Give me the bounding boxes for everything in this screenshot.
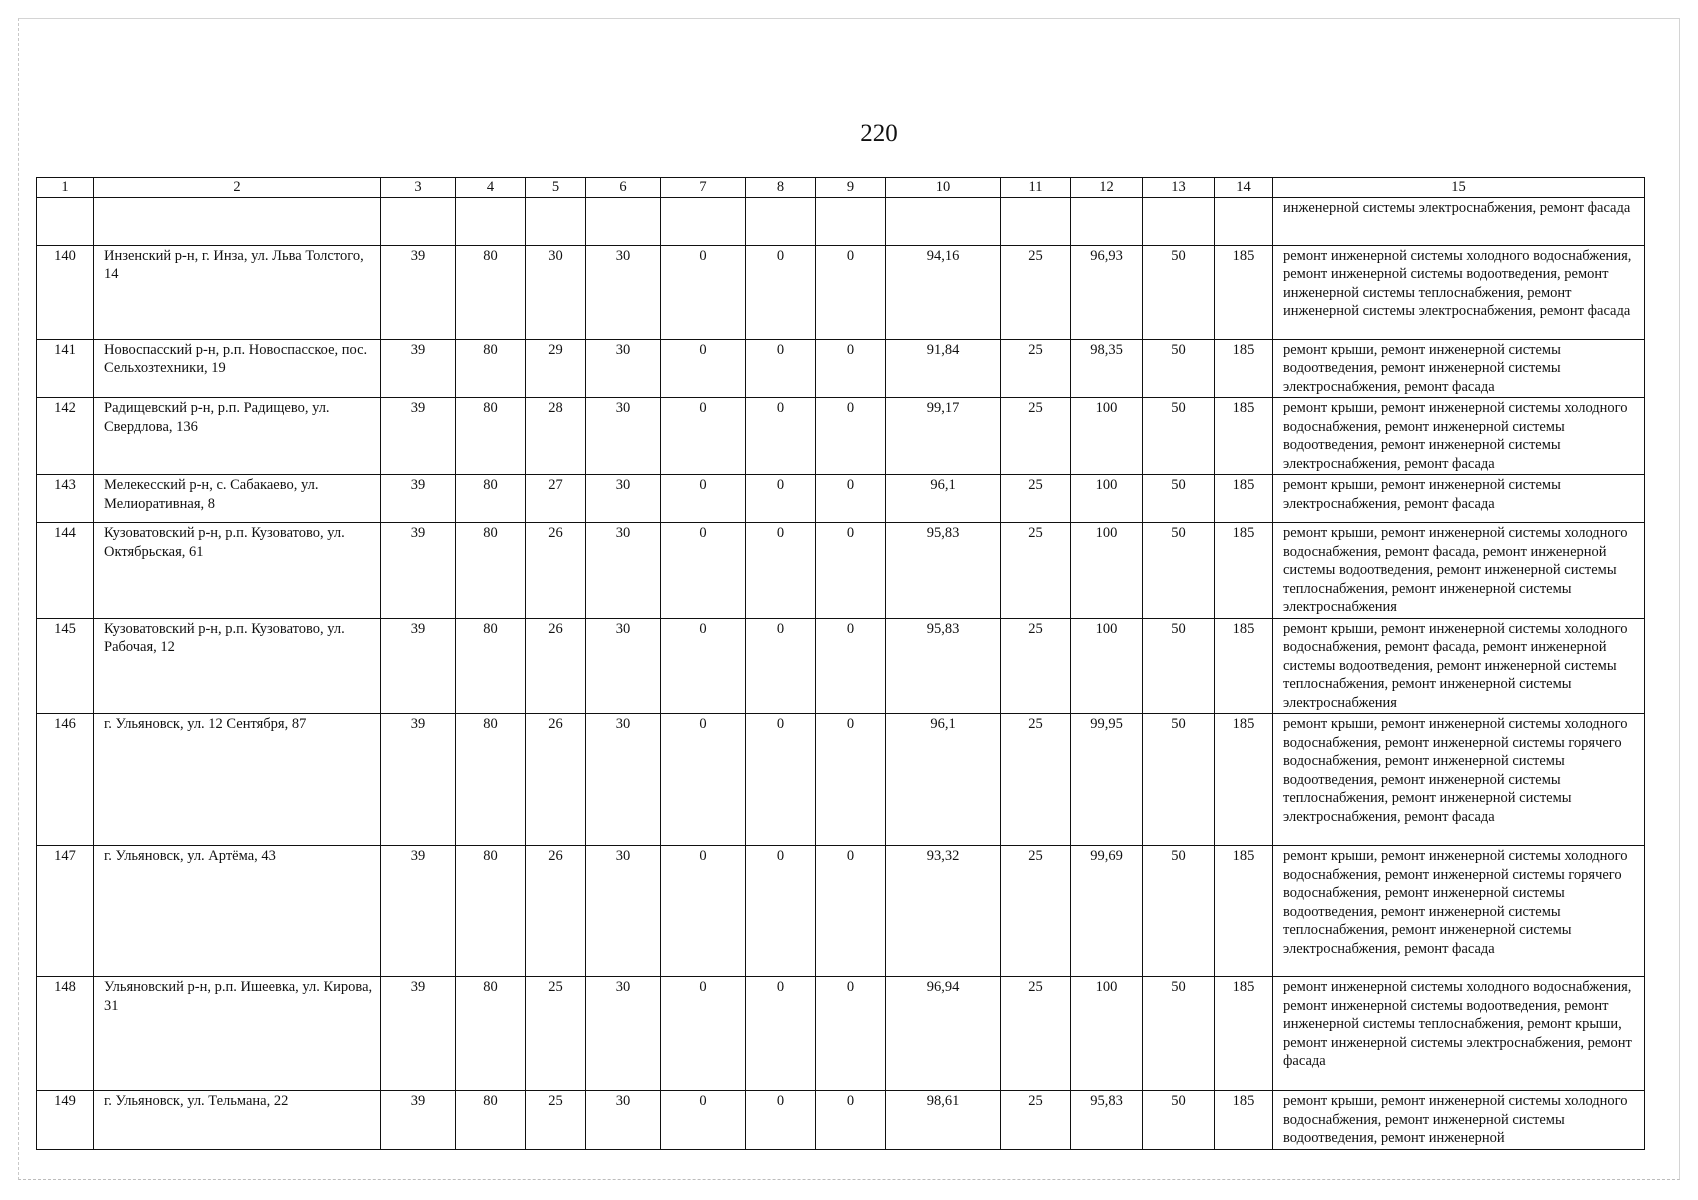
- value-cell: 30: [586, 398, 661, 475]
- value-cell: 25: [1001, 714, 1071, 846]
- value-cell: 98,35: [1071, 339, 1143, 398]
- address-cell: Ульяновский р-н, р.п. Ишеевка, ул. Кирова, 31: [94, 977, 381, 1091]
- value-cell: 80: [456, 245, 526, 339]
- value-cell: 30: [586, 977, 661, 1091]
- works-cell: ремонт крыши, ремонт инженерной системы холодного водоснабжения, ремонт фасада, ремонт инженерной системы водоотведения, ремонт инженерной системы теплоснабжения, ремонт инженерной системы электроснабжения: [1273, 618, 1645, 714]
- value-cell: 80: [456, 339, 526, 398]
- works-cell: ремонт инженерной системы холодного водоснабжения, ремонт инженерной системы водоотведения, ремонт инженерной системы теплоснабжения, ремонт инженерной системы электроснабжения, ремонт фасада: [1273, 245, 1645, 339]
- value-cell: 39: [381, 398, 456, 475]
- value-cell: 26: [526, 714, 586, 846]
- value-cell: 30: [586, 523, 661, 619]
- column-header: 5: [526, 178, 586, 198]
- row-number: 148: [37, 977, 94, 1091]
- address-cell: Кузоватовский р-н, р.п. Кузоватово, ул. Октябрьская, 61: [94, 523, 381, 619]
- value-cell: 80: [456, 714, 526, 846]
- value-cell: 80: [456, 1091, 526, 1150]
- value-cell: 0: [746, 475, 816, 523]
- value-cell: 185: [1215, 475, 1273, 523]
- address-cell: г. Ульяновск, ул. 12 Сентября, 87: [94, 714, 381, 846]
- value-cell: 96,1: [886, 714, 1001, 846]
- value-cell: 99,69: [1071, 846, 1143, 977]
- row-number: 144: [37, 523, 94, 619]
- value-cell: 0: [816, 245, 886, 339]
- value-cell: 0: [816, 618, 886, 714]
- works-cell: ремонт крыши, ремонт инженерной системы холодного водоснабжения, ремонт инженерной системы горячего водоснабжения, ремонт инженерной системы водоотведения, ремонт инженерной системы теплоснабжения, ремонт инженерной системы электроснабжения, ремонт фасада: [1273, 714, 1645, 846]
- address-cell: Мелекесский р-н, с. Сабакаево, ул. Мелиоративная, 8: [94, 475, 381, 523]
- value-cell: 100: [1071, 475, 1143, 523]
- column-header: 1: [37, 178, 94, 198]
- continuation-row: [37, 197, 1645, 245]
- value-cell: 0: [816, 846, 886, 977]
- column-header: 4: [456, 178, 526, 198]
- value-cell: 50: [1143, 245, 1215, 339]
- value-cell: 185: [1215, 846, 1273, 977]
- column-header: 15: [1273, 178, 1645, 198]
- value-cell: 100: [1071, 523, 1143, 619]
- table-row: [37, 398, 1645, 475]
- column-header: 12: [1071, 178, 1143, 198]
- value-cell: 25: [1001, 398, 1071, 475]
- value-cell: 39: [381, 714, 456, 846]
- works-cell: ремонт крыши, ремонт инженерной системы холодного водоснабжения, ремонт инженерной системы горячего водоснабжения, ремонт инженерной системы водоотведения, ремонт инженерной системы теплоснабжения, ремонт инженерной системы электроснабжения, ремонт фасада: [1273, 846, 1645, 977]
- value-cell: 91,84: [886, 339, 1001, 398]
- value-cell: 25: [1001, 977, 1071, 1091]
- value-cell: 25: [1001, 523, 1071, 619]
- table-body: [37, 197, 1645, 1149]
- value-cell: 39: [381, 339, 456, 398]
- value-cell: 0: [816, 714, 886, 846]
- works-cell: ремонт крыши, ремонт инженерной системы электроснабжения, ремонт фасада: [1273, 475, 1645, 523]
- value-cell: 0: [746, 846, 816, 977]
- column-header: 8: [746, 178, 816, 198]
- row-number: 147: [37, 846, 94, 977]
- value-cell: 99,17: [886, 398, 1001, 475]
- value-cell: 100: [1071, 977, 1143, 1091]
- value-cell: 50: [1143, 523, 1215, 619]
- value-cell: 93,32: [886, 846, 1001, 977]
- value-cell: 25: [1001, 339, 1071, 398]
- value-cell: 30: [586, 846, 661, 977]
- column-header: 9: [816, 178, 886, 198]
- continuation-works: инженерной системы электроснабжения, ремонт фасада: [1273, 197, 1645, 245]
- value-cell: 25: [1001, 475, 1071, 523]
- value-cell: 96,1: [886, 475, 1001, 523]
- value-cell: 0: [816, 977, 886, 1091]
- value-cell: 0: [816, 339, 886, 398]
- value-cell: 0: [661, 977, 746, 1091]
- value-cell: 25: [1001, 245, 1071, 339]
- value-cell: 30: [526, 245, 586, 339]
- value-cell: 30: [586, 1091, 661, 1150]
- row-number: 149: [37, 1091, 94, 1150]
- value-cell: 0: [746, 339, 816, 398]
- address-cell: Радищевский р-н, р.п. Радищево, ул. Свердлова, 136: [94, 398, 381, 475]
- value-cell: 25: [1001, 618, 1071, 714]
- value-cell: 100: [1071, 618, 1143, 714]
- row-number: 142: [37, 398, 94, 475]
- address-cell: г. Ульяновск, ул. Артёма, 43: [94, 846, 381, 977]
- column-header: 6: [586, 178, 661, 198]
- column-header: 3: [381, 178, 456, 198]
- value-cell: 80: [456, 618, 526, 714]
- value-cell: 29: [526, 339, 586, 398]
- value-cell: 30: [586, 339, 661, 398]
- value-cell: 39: [381, 1091, 456, 1150]
- table-row: [37, 618, 1645, 714]
- value-cell: 26: [526, 846, 586, 977]
- value-cell: 80: [456, 398, 526, 475]
- column-header: 10: [886, 178, 1001, 198]
- value-cell: 94,16: [886, 245, 1001, 339]
- value-cell: 96,94: [886, 977, 1001, 1091]
- value-cell: 50: [1143, 618, 1215, 714]
- value-cell: 28: [526, 398, 586, 475]
- value-cell: 0: [816, 398, 886, 475]
- value-cell: 95,83: [886, 618, 1001, 714]
- value-cell: 50: [1143, 846, 1215, 977]
- value-cell: 0: [746, 714, 816, 846]
- value-cell: 99,95: [1071, 714, 1143, 846]
- address-cell: г. Ульяновск, ул. Тельмана, 22: [94, 1091, 381, 1150]
- value-cell: 98,61: [886, 1091, 1001, 1150]
- value-cell: 0: [661, 245, 746, 339]
- value-cell: 0: [661, 1091, 746, 1150]
- value-cell: 39: [381, 846, 456, 977]
- value-cell: 39: [381, 475, 456, 523]
- value-cell: 0: [661, 523, 746, 619]
- value-cell: 25: [526, 977, 586, 1091]
- value-cell: 185: [1215, 339, 1273, 398]
- value-cell: 30: [586, 618, 661, 714]
- value-cell: 50: [1143, 714, 1215, 846]
- value-cell: 0: [746, 977, 816, 1091]
- value-cell: 26: [526, 618, 586, 714]
- value-cell: 50: [1143, 398, 1215, 475]
- works-cell: ремонт инженерной системы холодного водоснабжения, ремонт инженерной системы водоотведения, ремонт инженерной системы теплоснабжения, ремонт крыши, ремонт инженерной системы электроснабжения, ремонт фасада: [1273, 977, 1645, 1091]
- row-number: 145: [37, 618, 94, 714]
- value-cell: 185: [1215, 1091, 1273, 1150]
- value-cell: 185: [1215, 245, 1273, 339]
- value-cell: 185: [1215, 977, 1273, 1091]
- column-header: 11: [1001, 178, 1071, 198]
- value-cell: 185: [1215, 618, 1273, 714]
- value-cell: 39: [381, 523, 456, 619]
- value-cell: 0: [746, 398, 816, 475]
- table-row: [37, 475, 1645, 523]
- value-cell: 0: [816, 1091, 886, 1150]
- column-header: 13: [1143, 178, 1215, 198]
- header-row: [37, 178, 1645, 198]
- table-row: [37, 245, 1645, 339]
- value-cell: 50: [1143, 1091, 1215, 1150]
- value-cell: 25: [1001, 1091, 1071, 1150]
- value-cell: 0: [816, 523, 886, 619]
- value-cell: 27: [526, 475, 586, 523]
- value-cell: 0: [661, 714, 746, 846]
- table-row: [37, 523, 1645, 619]
- value-cell: 39: [381, 977, 456, 1091]
- table-header: [37, 178, 1645, 198]
- value-cell: 0: [746, 245, 816, 339]
- value-cell: 25: [1001, 846, 1071, 977]
- address-cell: Инзенский р-н, г. Инза, ул. Льва Толстого, 14: [94, 245, 381, 339]
- page-number: 220: [860, 120, 898, 147]
- value-cell: 96,93: [1071, 245, 1143, 339]
- value-cell: 95,83: [886, 523, 1001, 619]
- value-cell: 100: [1071, 398, 1143, 475]
- address-cell: Новоспасский р-н, р.п. Новоспасское, пос. Сельхозтехники, 19: [94, 339, 381, 398]
- value-cell: 50: [1143, 977, 1215, 1091]
- row-number: 143: [37, 475, 94, 523]
- column-header: 2: [94, 178, 381, 198]
- value-cell: 0: [661, 618, 746, 714]
- value-cell: 0: [661, 475, 746, 523]
- works-cell: ремонт крыши, ремонт инженерной системы водоотведения, ремонт инженерной системы электроснабжения, ремонт фасада: [1273, 339, 1645, 398]
- value-cell: 30: [586, 714, 661, 846]
- value-cell: 25: [526, 1091, 586, 1150]
- table-row: [37, 977, 1645, 1091]
- value-cell: 39: [381, 245, 456, 339]
- value-cell: 185: [1215, 523, 1273, 619]
- row-number: 146: [37, 714, 94, 846]
- value-cell: 80: [456, 475, 526, 523]
- value-cell: 30: [586, 475, 661, 523]
- value-cell: 39: [381, 618, 456, 714]
- works-cell: ремонт крыши, ремонт инженерной системы холодного водоснабжения, ремонт фасада, ремонт инженерной системы водоотведения, ремонт инженерной системы теплоснабжения, ремонт инженерной системы электроснабжения: [1273, 523, 1645, 619]
- column-header: 14: [1215, 178, 1273, 198]
- value-cell: 50: [1143, 475, 1215, 523]
- value-cell: 0: [746, 1091, 816, 1150]
- value-cell: 50: [1143, 339, 1215, 398]
- works-cell: ремонт крыши, ремонт инженерной системы холодного водоснабжения, ремонт инженерной системы водоотведения, ремонт инженерной: [1273, 1091, 1645, 1150]
- table-row: [37, 339, 1645, 398]
- table-row: [37, 846, 1645, 977]
- value-cell: 185: [1215, 714, 1273, 846]
- works-cell: ремонт крыши, ремонт инженерной системы холодного водоснабжения, ремонт инженерной системы водоотведения, ремонт инженерной системы электроснабжения, ремонт фасада: [1273, 398, 1645, 475]
- value-cell: 26: [526, 523, 586, 619]
- value-cell: 0: [746, 523, 816, 619]
- address-cell: Кузоватовский р-н, р.п. Кузоватово, ул. Рабочая, 12: [94, 618, 381, 714]
- data-table: [36, 177, 1645, 1150]
- table-row: [37, 1091, 1645, 1150]
- value-cell: 0: [661, 398, 746, 475]
- value-cell: 95,83: [1071, 1091, 1143, 1150]
- value-cell: 80: [456, 523, 526, 619]
- value-cell: 80: [456, 846, 526, 977]
- table-row: [37, 714, 1645, 846]
- value-cell: 185: [1215, 398, 1273, 475]
- value-cell: 0: [816, 475, 886, 523]
- value-cell: 0: [661, 339, 746, 398]
- value-cell: 0: [661, 846, 746, 977]
- value-cell: 30: [586, 245, 661, 339]
- row-number: 141: [37, 339, 94, 398]
- value-cell: 0: [746, 618, 816, 714]
- row-number: 140: [37, 245, 94, 339]
- value-cell: 80: [456, 977, 526, 1091]
- column-header: 7: [661, 178, 746, 198]
